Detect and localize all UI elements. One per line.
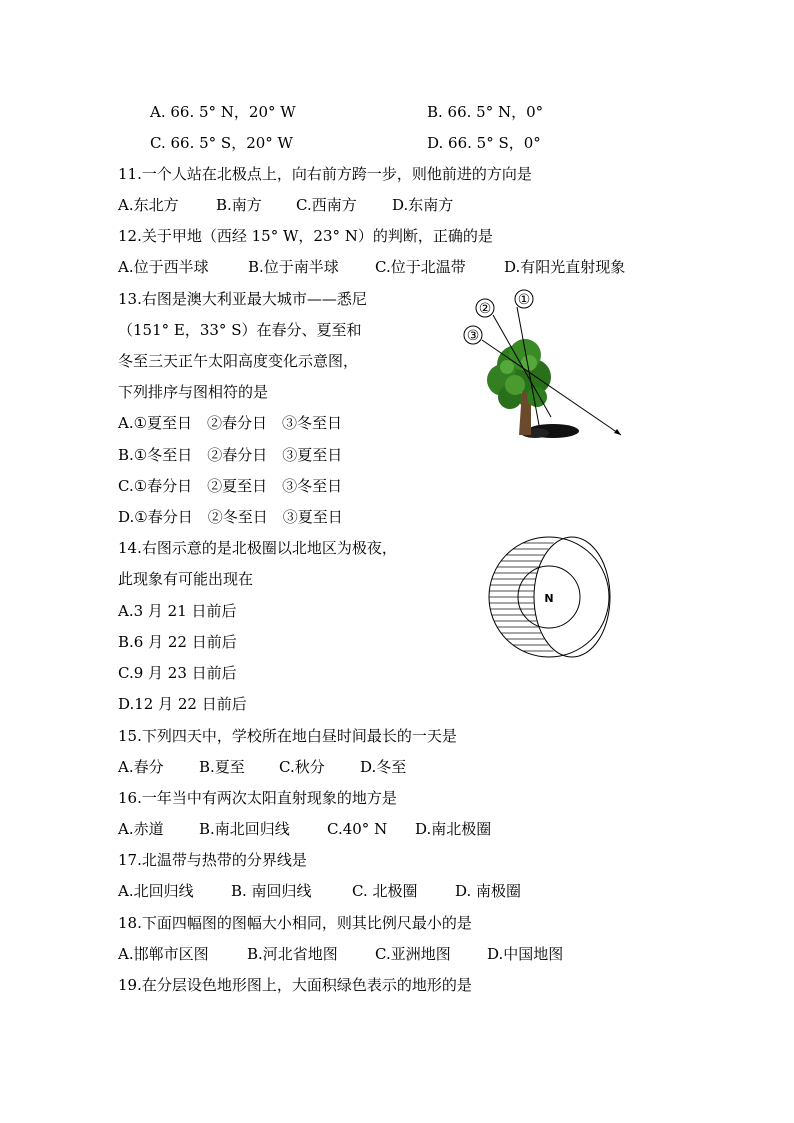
q13-stem-line-3: 冬至三天正午太阳高度变化示意图， (118, 352, 359, 370)
q15-option-c: C.秋分 (279, 758, 325, 776)
q15-stem: 15.下列四天中，学校所在地白昼时间最长的一天是 (118, 727, 457, 745)
q12-option-a: A.位于西半球 (118, 258, 209, 276)
ray-label-3: ③ (466, 328, 480, 344)
q13-stem-line-1: 13.右图是澳大利亚最大城市——悉尼 (118, 290, 367, 308)
ray-arrowhead (614, 429, 621, 435)
q11-option-a: A.东北方 (118, 196, 179, 214)
q17-option-b: B. 南回归线 (231, 882, 312, 900)
q18-option-d: D.中国地图 (487, 945, 564, 963)
q12-option-b: B.位于南半球 (248, 258, 339, 276)
q14-option-b: B.6 月 22 日前后 (118, 633, 237, 651)
q14-option-d: D.12 月 22 日前后 (118, 695, 247, 713)
q18-option-c: C.亚洲地图 (375, 945, 451, 963)
q14-option-a: A.3 月 21 日前后 (118, 602, 237, 620)
sun-angle-tree-figure (455, 285, 635, 445)
q17-stem: 17.北温带与热带的分界线是 (118, 851, 307, 869)
q18-option-a: A.邯郸市区图 (118, 945, 209, 963)
q13-stem-line-4: 下列排序与图相符的是 (118, 383, 269, 401)
q12-option-d: D.有阳光直射现象 (504, 258, 626, 276)
polar-night-figure (486, 534, 612, 660)
q11-option-d: D.东南方 (392, 196, 454, 214)
q18-option-b: B.河北省地图 (247, 945, 338, 963)
q10-option-b: B. 66. 5° N，0° (427, 103, 544, 121)
ray-label-2: ② (478, 301, 492, 317)
q11-stem: 11.一个人站在北极点上，向右前方跨一步，则他前进的方向是 (118, 165, 532, 183)
q13-stem-line-2: （151° E，33° S）在春分、夏至和 (118, 321, 362, 339)
q13-option-d: D.①春分日 ②冬至日 ③夏至日 (118, 508, 343, 526)
q13-option-a: A.①夏至日 ②春分日 ③冬至日 (118, 414, 343, 432)
q19-stem: 19.在分层设色地形图上，大面积绿色表示的地形的是 (118, 976, 472, 994)
q15-option-d: D.冬至 (360, 758, 407, 776)
q17-option-c: C. 北极圈 (352, 882, 418, 900)
q18-stem: 18.下面四幅图的图幅大小相同，则其比例尺最小的是 (118, 914, 472, 932)
q16-option-b: B.南北回归线 (199, 820, 290, 838)
q14-stem-line-2: 此现象有可能出现在 (118, 570, 254, 588)
q14-option-c: C.9 月 23 日前后 (118, 664, 237, 682)
q16-option-d: D.南北极圈 (415, 820, 492, 838)
q15-option-b: B.夏至 (199, 758, 245, 776)
q16-stem: 16.一年当中有两次太阳直射现象的地方是 (118, 789, 397, 807)
q13-option-b: B.①冬至日 ②春分日 ③夏至日 (118, 446, 343, 464)
ray-label-1: ① (517, 292, 531, 308)
q13-option-c: C.①春分日 ②夏至日 ③冬至日 (118, 477, 343, 495)
q16-option-a: A.赤道 (118, 820, 164, 838)
q12-option-c: C.位于北温带 (375, 258, 466, 276)
q14-stem-line-1: 14.右图示意的是北极圈以北地区为极夜， (118, 539, 397, 557)
q15-option-a: A.春分 (118, 758, 164, 776)
q11-option-c: C.西南方 (296, 196, 357, 214)
q10-option-d: D. 66. 5° S，0° (427, 134, 541, 152)
q11-option-b: B.南方 (216, 196, 262, 214)
q10-option-a: A. 66. 5° N，20° W (150, 103, 296, 121)
q17-option-a: A.北回归线 (118, 882, 194, 900)
q17-option-d: D. 南极圈 (455, 882, 522, 900)
north-pole-label: N (544, 592, 554, 605)
q10-option-c: C. 66. 5° S，20° W (150, 134, 293, 152)
q12-stem: 12.关于甲地（西经 15° W，23° N）的判断，正确的是 (118, 227, 493, 245)
q16-option-c: C.40° N (327, 820, 388, 838)
